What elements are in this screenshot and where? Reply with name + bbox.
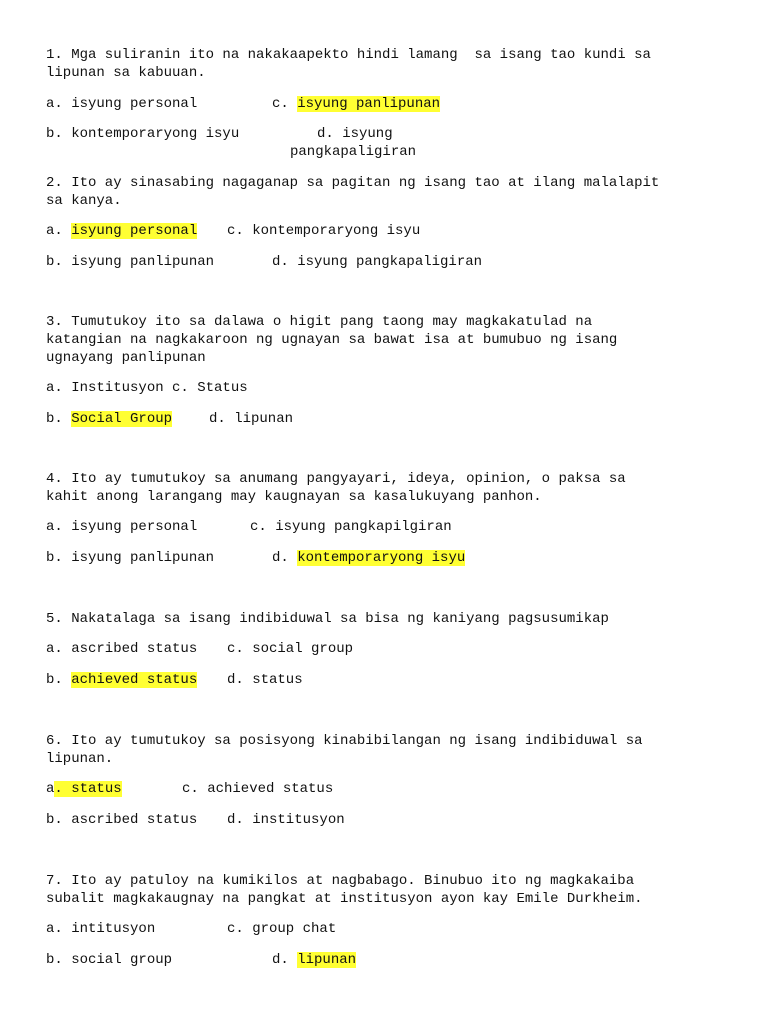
question-1-choice-b: b. kontemporaryong isyu [46,126,240,142]
question-6-text-line-1: 6. Ito ay tumutukoy sa posisyong kinabibilangan ng isang indibiduwal sa [46,733,643,749]
choice-label: d. [272,952,298,968]
question-7-choice-d [272,951,356,969]
choice-label: b. [46,411,72,427]
question-3-choice-a-c: a. Institusyon c. Status [46,380,248,396]
question-3-choice-b [46,410,172,428]
question-1-text-line-2: lipunan sa kabuuan. [46,65,206,81]
highlighted-answer: isyung panlipunan [297,96,441,112]
choice-label: b. [46,672,72,688]
question-6-choice-c: c. achieved status [182,781,334,797]
question-3-text-line-1: 3. Tumutukoy ito sa dalawa o higit pang taong may magkakatulad na [46,314,593,330]
question-3-text-line-2: katangian na nagkakaroon ng ugnayan sa bawat isa at bumubuo ng isang [46,332,618,348]
question-5-choice-d: d. status [227,672,303,688]
choice-label: d. [272,550,298,566]
question-5-choice-c: c. social group [227,641,354,657]
question-2-choice-a [46,222,197,240]
question-1-choice-c [272,95,440,113]
choice-label: c. [272,96,298,112]
question-1-choice-a: a. isyung personal [46,96,198,112]
question-5-choice-a: a. ascribed status [46,641,198,657]
question-5-text-line-1: 5. Nakatalaga sa isang indibiduwal sa bisa ng kaniyang pagsusumikap [46,611,609,627]
question-4-choice-d [272,549,465,567]
question-7-choice-a: a. intitusyon [46,921,156,937]
choice-label: a [46,781,55,797]
question-6-choice-d: d. institusyon [227,812,345,828]
highlighted-answer: kontemporaryong isyu [297,550,466,566]
question-4-text-line-1: 4. Ito ay tumutukoy sa anumang pangyayari, ideya, opinion, o paksa sa [46,471,626,487]
question-3-text-line-3: ugnayang panlipunan [46,350,206,366]
question-7-text-line-2: subalit magkakaugnay na pangkat at institusyon ayon kay Emile Durkheim. [46,891,643,907]
question-2-text-line-1: 2. Ito ay sinasabing nagaganap sa pagitan ng isang tao at ilang malalapit [46,175,660,191]
question-2-choice-d: d. isyung pangkapaligiran [272,254,483,270]
highlighted-answer: isyung personal [71,223,198,239]
question-5-choice-b [46,671,197,689]
highlighted-answer: Social Group [71,411,173,427]
question-2-choice-b: b. isyung panlipunan [46,254,215,270]
question-4-choice-c: c. isyung pangkapilgiran [250,519,452,535]
question-1-choice-d-continued: pangkapaligiran [290,144,417,160]
highlighted-answer: achieved status [71,672,198,688]
question-6-choice-b: b. ascribed status [46,812,198,828]
question-7-choice-b: b. social group [46,952,173,968]
question-6-choice-a [46,780,122,798]
question-4-choice-b: b. isyung panlipunan [46,550,215,566]
question-7-text-line-1: 7. Ito ay patuloy na kumikilos at nagbabago. Binubuo ito ng magkakaiba [46,873,635,889]
question-2-choice-c: c. kontemporaryong isyu [227,223,421,239]
question-1-text-line-1: 1. Mga suliranin ito na nakakaapekto hindi lamang sa isang tao kundi sa [46,47,651,63]
question-1-choice-d: d. isyung [317,126,393,142]
question-2-text-line-2: sa kanya. [46,193,122,209]
question-7-choice-c: c. group chat [227,921,337,937]
highlighted-answer: lipunan [297,952,357,968]
question-6-text-line-2: lipunan. [46,751,114,767]
question-4-choice-a: a. isyung personal [46,519,198,535]
question-4-text-line-2: kahit anong larangang may kaugnayan sa kasalukuyang panhon. [46,489,542,505]
highlighted-answer: . status [54,781,122,797]
choice-label: a. [46,223,72,239]
question-3-choice-d: d. lipunan [209,411,294,427]
